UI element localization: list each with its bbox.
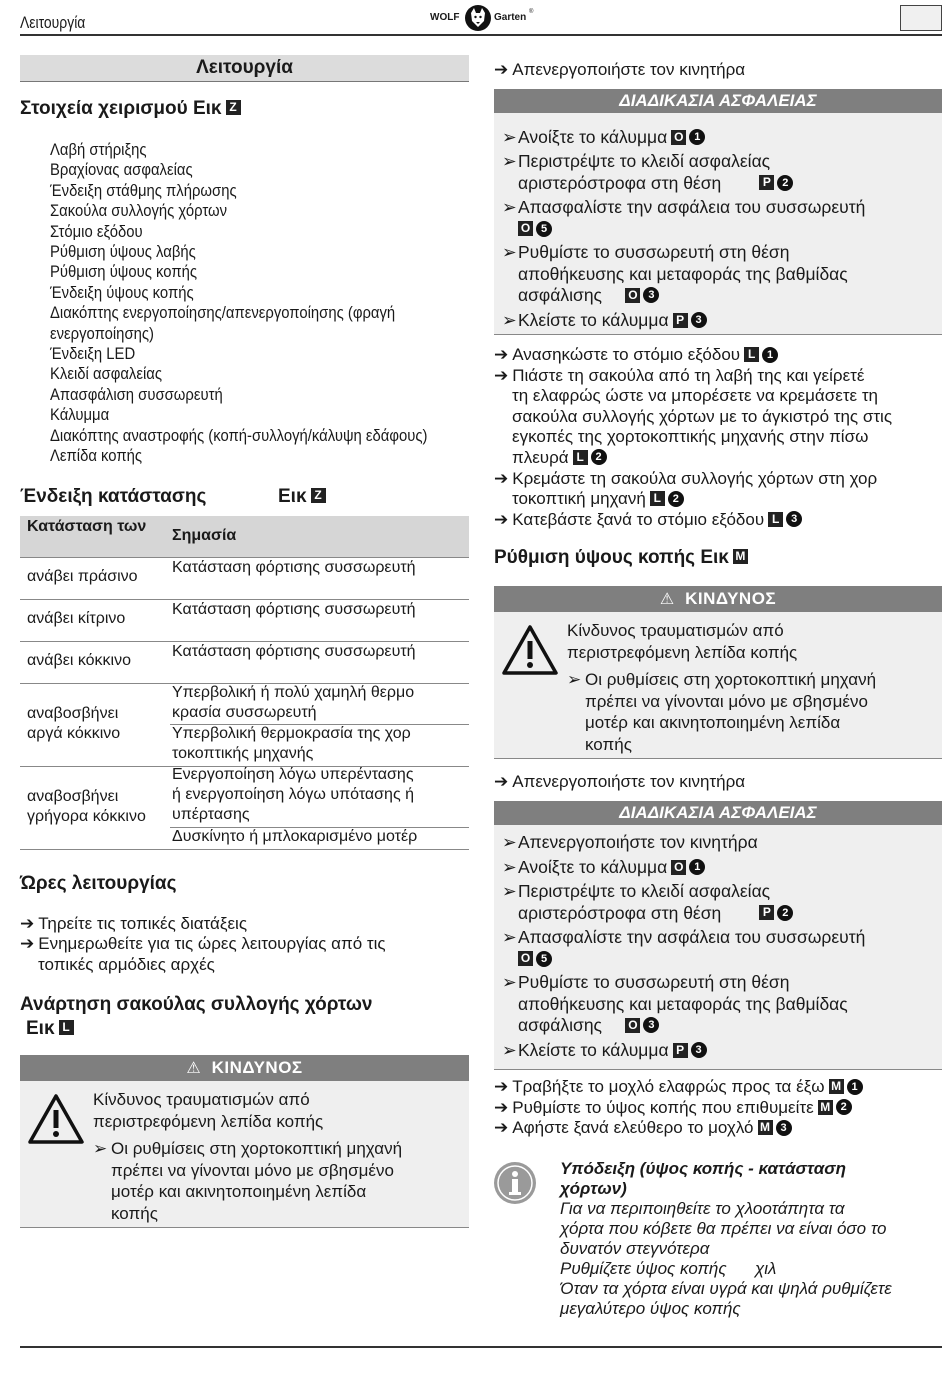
danger-warning-box bbox=[494, 586, 942, 759]
status-table bbox=[20, 516, 469, 851]
safety-step: ➢Ρυθμίστε το συσσωρευτή στη θέση αποθήκευσης και μεταφοράς της βαθμίδας ασφάλισης O 3 bbox=[502, 242, 848, 305]
header-divider bbox=[20, 34, 942, 36]
list-item: Ένδειξη LED bbox=[50, 345, 136, 364]
list-item: Σακούλα συλλογής χόρτων bbox=[50, 202, 228, 221]
list-item: Ρύθμιση ύψους λαβής bbox=[50, 243, 196, 262]
list-item: Κάλυμμα bbox=[50, 406, 110, 425]
danger-label-bar: ⚠ ΚΙΝΔΥΝΟΣ bbox=[20, 1055, 469, 1081]
controls-list bbox=[50, 140, 473, 467]
safety-step: ➢Απενεργοποιήστε τον κινητήρα bbox=[502, 832, 758, 852]
instruction-line: ➔ Κατεβάστε ξανά το στόμιο εξόδου L 3 bbox=[494, 510, 892, 531]
danger-warning-box bbox=[20, 1055, 469, 1228]
safety-step: ➢Ρυθμίστε το συσσωρευτή στη θέση αποθήκευσης και μεταφοράς της βαθμίδας ασφάλισης O 3 bbox=[502, 972, 848, 1035]
safety-title-bar: ΔΙΑΔΙΚΑΣΙΑ ΑΣΦΑΛΕΙΑΣ bbox=[494, 89, 942, 113]
controls-heading: Στοιχεία χειρισμού Εικ Z bbox=[20, 98, 241, 120]
row-meaning: Κατάσταση φόρτισης συσσωρευτή bbox=[172, 559, 416, 576]
row-meaning: Ενεργοποίηση λόγω υπερέντασης ή ενεργοποίηση λόγω υπότασης ή υπέρτασης bbox=[172, 766, 414, 823]
row-state: ανάβει πράσινο bbox=[27, 568, 138, 585]
list-item: Απασφάλιση συσσωρευτή bbox=[50, 385, 223, 404]
instruction-line: ➔ Απενεργοποιήστε τον κινητήρα bbox=[494, 60, 746, 79]
footer-divider bbox=[20, 1346, 942, 1348]
list-item: Στόμιο εξόδου bbox=[50, 222, 143, 241]
bag-steps: ➔ Ανασηκώστε το στόμιο εξόδου L 1 ➔ Πιάστε τη σακούλα από τη λαβή της και γείρετέ τη ελαφρώς ώστε να μπορέσετε να κρεμάσετε τη σακούλα συλλογής χόρτων με το άγκιστρό της στις εγκοπές της χορτοκοπτικής μηχανής στην πίσω πλευρά L 2 ➔ Κρεμάστε τη σακούλα συλλογής χόρτων στη χορ τοκοπτική μηχανή L 2 ➔ Κατεβάστε ξανά το στόμιο εξόδου L 3 bbox=[494, 345, 893, 529]
table-row bbox=[20, 600, 469, 642]
table-row bbox=[20, 558, 469, 600]
safety-step: ➢Απασφαλίστε την ασφάλεια του συσσωρευτή O 5 bbox=[502, 197, 866, 236]
list-item: Κλειδί ασφαλείας bbox=[50, 365, 162, 384]
cut-height-steps bbox=[494, 1077, 863, 1139]
table-header bbox=[20, 516, 469, 558]
row-meaning: Υπερβολική ή πολύ χαμηλή θερμο κρασία συσσωρευτή bbox=[172, 684, 415, 721]
danger-text: Κίνδυνος τραυματισμών από περιστρεφόμενη λεπίδα κοπής bbox=[93, 1090, 324, 1131]
list-item: Λεπίδα κοπής bbox=[50, 447, 143, 466]
hours-heading: Ώρες λειτουργίας bbox=[20, 873, 177, 894]
table-row bbox=[20, 767, 469, 850]
bag-heading: Ανάρτηση σακούλας συλλογής χόρτων bbox=[20, 994, 373, 1015]
column-header-state: Κατάσταση των bbox=[27, 518, 147, 535]
safety-procedure-box bbox=[494, 89, 942, 335]
note-title: Υπόδειξη (ύψος κοπής - κατάσταση bbox=[560, 1159, 846, 1178]
row-meaning: Υπερβολική θερμοκρασία της χορ τοκοπτικής μηχανής bbox=[172, 725, 411, 762]
info-note: Υπόδειξη (ύψος κοπής - κατάσταση χόρτων) Για να περιποιηθείτε το χλοοτάπητα τα χόρτα που κόβετε θα πρέπει να είναι όσο το δυνατόν στεγνότερα Ρυθμίζετε ύψος κοπής χιλ Όταν τα χόρτα είναι υγρά και ψηλά ρυθμίζετε μεγαλύτερο ύψος κοπής bbox=[560, 1159, 945, 1319]
row-state: ανάβει κίτρινο bbox=[27, 610, 126, 627]
table-row bbox=[20, 684, 469, 767]
list-item: ενεργοποίησης) bbox=[50, 324, 154, 343]
row-meaning: Κατάσταση φόρτισης συσσωρευτή bbox=[172, 601, 416, 618]
table-row bbox=[20, 642, 469, 684]
danger-text: Κίνδυνος τραυματισμών από περιστρεφόμενη λεπίδα κοπής bbox=[567, 621, 798, 662]
danger-bullet: ➢ Οι ρυθμίσεις στη χορτοκοπτική μηχανή πρέπει να γίνονται μόνο με σβησμένο μοτέρ και ακινητοποιημένη λεπίδα κοπής bbox=[567, 670, 877, 754]
instruction-line: ➔ Τραβήξτε το μοχλό ελαφρώς προς τα έξω M 1 bbox=[494, 1077, 863, 1098]
safety-procedure-box bbox=[494, 801, 942, 1070]
instruction-line: ➔ Αφήστε ξανά ελεύθερο το μοχλό M 3 bbox=[494, 1118, 863, 1139]
bag-fig-ref: Εικ L bbox=[26, 1018, 74, 1040]
list-item: Λαβή στήριξης bbox=[50, 141, 147, 159]
list-item: ➔ Τηρείτε τις τοπικές διατάξεις bbox=[20, 914, 248, 933]
danger-bullet: ➢ Οι ρυθμίσεις στη χορτοκοπτική μηχανή πρέπει να γίνονται μόνο με σβησμένο μοτέρ και ακινητοποιημένη λεπίδα κοπής bbox=[93, 1139, 403, 1223]
warning-icon: ⚠ bbox=[659, 591, 675, 608]
list-item: Βραχίονας ασφαλείας bbox=[50, 161, 193, 180]
cut-height-heading: Ρύθμιση ύψους κοπής Εικ M bbox=[494, 547, 748, 569]
warning-triangle-icon bbox=[501, 624, 559, 676]
status-fig-ref: Εικ Z bbox=[278, 486, 326, 508]
wolf-head-icon bbox=[464, 4, 492, 32]
header-section-title: Λειτουργία bbox=[20, 13, 86, 32]
section-title-bar: Λειτουργία bbox=[20, 55, 469, 82]
safety-step: ➢Απασφαλίστε την ασφάλεια του συσσωρευτή O 5 bbox=[502, 927, 866, 966]
info-icon bbox=[493, 1161, 537, 1205]
safety-step: ➢Κλείστε το κάλυμμα P 3 bbox=[502, 1040, 707, 1062]
logo-wolf-text: WOLF bbox=[430, 12, 460, 23]
safety-step: ➢Κλείστε το κάλυμμα P 3 bbox=[502, 310, 707, 332]
list-item: ➔ Ενημερωθείτε για τις ώρες λειτουργίας από τις bbox=[20, 934, 386, 953]
note-title-cont: χόρτων) bbox=[560, 1179, 627, 1198]
row-meaning: Δυσκίνητο ή μπλοκαρισμένο μοτέρ bbox=[172, 828, 418, 845]
row-state: αναβοσβήνει γρήγορα κόκκινο bbox=[27, 788, 146, 825]
warning-icon: ⚠ bbox=[186, 1060, 202, 1077]
instruction-line: ➔ Ρυθμίστε το ύψος κοπής που επιθυμείτε M 2 bbox=[494, 1098, 863, 1119]
list-item: Ένδειξη στάθμης πλήρωσης bbox=[50, 181, 237, 200]
warning-triangle-icon bbox=[27, 1093, 85, 1145]
page-tab-marker bbox=[900, 5, 942, 31]
wolf-garten-logo bbox=[428, 4, 538, 32]
logo-registered-mark: ® bbox=[529, 9, 534, 15]
safety-step: ➢Ανοίξτε το κάλυμμα O 1 bbox=[502, 857, 705, 879]
danger-label-bar: ⚠ ΚΙΝΔΥΝΟΣ bbox=[494, 586, 942, 612]
instruction-line: ➔ Απενεργοποιήστε τον κινητήρα bbox=[494, 772, 746, 791]
row-meaning: Κατάσταση φόρτισης συσσωρευτή bbox=[172, 643, 416, 660]
list-item: Διακόπτης ενεργοποίησης/απενεργοποίησης (φραγή bbox=[50, 304, 396, 323]
row-state: ανάβει κόκκινο bbox=[27, 652, 131, 669]
column-header-meaning: Σημασία bbox=[172, 527, 237, 544]
list-item: Ένδειξη ύψους κοπής bbox=[50, 283, 194, 302]
list-item-continuation: τοπικές αρμόδιες αρχές bbox=[38, 955, 215, 974]
instruction-line: ➔ Κρεμάστε τη σακούλα συλλογής χόρτων στη χορ bbox=[494, 468, 878, 488]
instruction-line: ➔ Πιάστε τη σακούλα από τη λαβή της και γείρετέ bbox=[494, 365, 865, 385]
instruction-line: ➔ Ανασηκώστε το στόμιο εξόδου L 1 bbox=[494, 345, 892, 366]
safety-step: ➢Περιστρέψτε το κλειδί ασφαλείας αριστερόστροφα στη θέση P 2 bbox=[502, 881, 793, 924]
status-heading: Ένδειξη κατάστασης bbox=[20, 486, 207, 507]
safety-step: ➢Περιστρέψτε το κλειδί ασφαλείας αριστερόστροφα στη θέση P 2 bbox=[502, 151, 793, 194]
logo-garten-text: Garten bbox=[494, 12, 527, 23]
list-item: Ρύθμιση ύψους κοπής bbox=[50, 263, 198, 282]
safety-title-bar: ΔΙΑΔΙΚΑΣΙΑ ΑΣΦΑΛΕΙΑΣ bbox=[494, 801, 942, 825]
list-item: Διακόπτης αναστροφής (κοπή-συλλογή/κάλυψη εδάφους) bbox=[50, 426, 428, 445]
row-state: αναβοσβήνει αργά κόκκινο bbox=[27, 705, 121, 742]
safety-step: ➢Ανοίξτε το κάλυμμα O 1 bbox=[502, 127, 705, 149]
